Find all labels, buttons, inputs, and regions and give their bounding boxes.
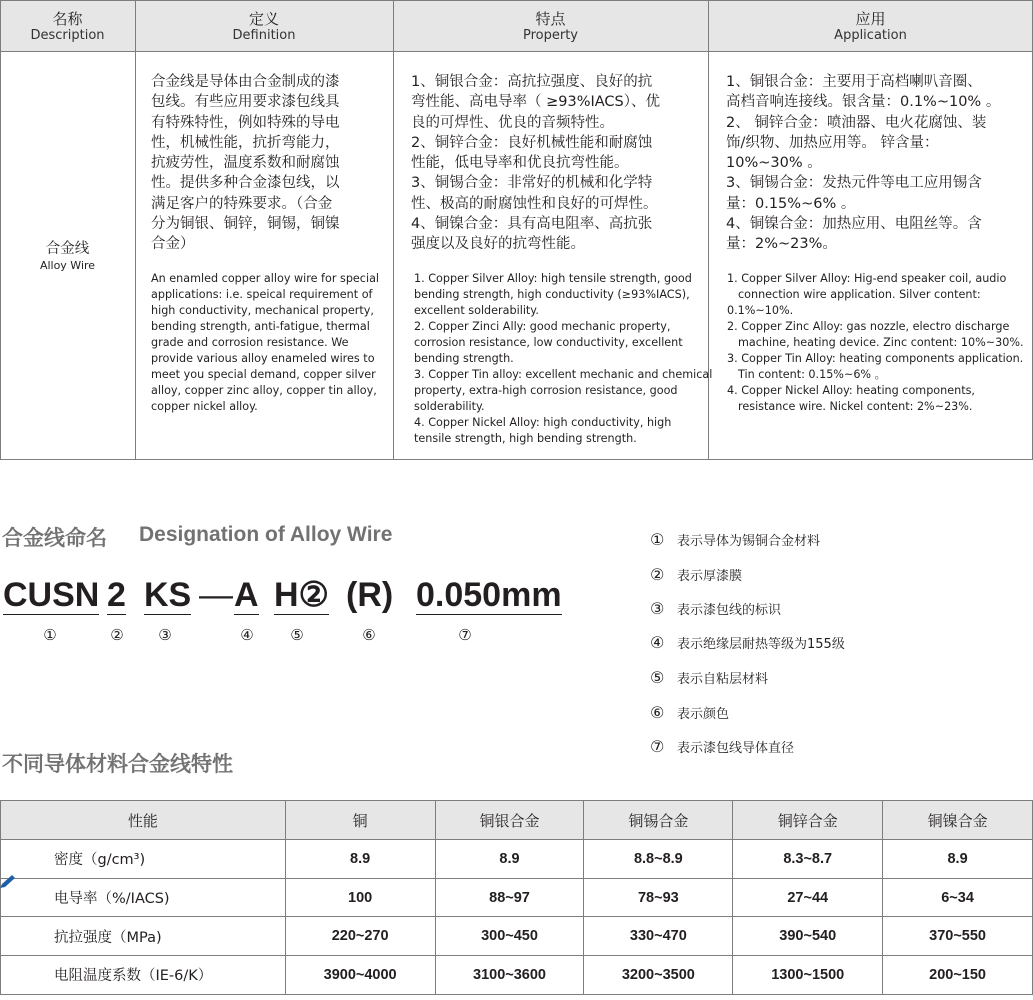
code-part-color: (R) xyxy=(346,576,394,614)
name-zh: 合金线 xyxy=(45,241,90,257)
table-cell: 8.3~8.7 xyxy=(733,840,883,879)
text-line: 1. Copper Silver Alloy: Hig-end speaker coil, audio xyxy=(727,272,1007,285)
text-line: 4、铜镍合金：加热应用、电阻丝等。含 xyxy=(726,216,982,233)
text-line: excellent solderability. xyxy=(414,304,539,317)
table-row xyxy=(1,878,1033,917)
text-line: An enamled copper alloy wire for special xyxy=(151,272,380,285)
table-cell: 8.8~8.9 xyxy=(584,840,733,879)
text-line: 良的可焊性、优良的音频特性。 xyxy=(411,114,614,131)
legend-number: ① xyxy=(650,530,665,549)
table-cell: 3200~3500 xyxy=(584,956,733,995)
text-line: 性能，低电导率和优良抗弯性能。 xyxy=(411,155,629,172)
legend-text: 表示漆包线的标识 xyxy=(677,603,782,618)
legend-number: ⑥ xyxy=(650,703,665,722)
legend-text: 表示自粘层材料 xyxy=(677,672,769,687)
header-application-en: Application xyxy=(834,28,907,43)
legend-number: ④ xyxy=(650,633,665,652)
text-line: property, extra-high corrosion resistance, good xyxy=(414,384,678,397)
code-marker-5: ⑤ xyxy=(290,626,304,644)
text-line: 1、铜银合金：高抗拉强度、良好的抗 xyxy=(411,74,653,90)
legend-item xyxy=(650,668,768,688)
text-line: 分为铜银、铜锌，铜锡，铜镍 xyxy=(151,216,340,233)
code-part-mark: KS xyxy=(144,576,192,614)
text-line: copper nickel alloy. xyxy=(151,400,258,413)
header-description-en: Description xyxy=(30,28,105,43)
text-line: 3、铜锡合金：非常好的机械和化学特 xyxy=(411,175,653,192)
pen-icon xyxy=(0,875,16,889)
legend-item xyxy=(650,703,729,723)
name-en: Alloy Wire xyxy=(39,259,96,272)
text-line: 强度以及良好的抗弯性能。 xyxy=(411,236,585,253)
row-label: 密度（g/cm³) xyxy=(1,840,286,879)
table-cell: 88~97 xyxy=(435,878,584,917)
text-line: 饰/织物、加热应用等。 锌含量： xyxy=(726,134,939,151)
alloy-wire-description-table xyxy=(0,0,1033,460)
legend-item xyxy=(650,530,820,550)
application-en xyxy=(727,271,1024,415)
code-part-film: 2 xyxy=(107,576,126,614)
designation-title-en: Designation of Alloy Wire xyxy=(139,523,393,546)
legend-number: ⑤ xyxy=(650,668,665,687)
legend-number: ⑦ xyxy=(650,737,665,756)
code-part-bond-layer: H② xyxy=(274,576,330,614)
header-property-zh: 特点 xyxy=(535,10,566,28)
text-line: bending strength. xyxy=(414,352,514,365)
code-part-material: CUSN xyxy=(3,576,100,614)
legend-text: 表示绝缘层耐热等级为155级 xyxy=(677,637,845,652)
text-line: 1、铜银合金：主要用于高档喇叭音圈、 xyxy=(726,74,982,90)
text-line: corrosion resistance, low conductivity, excellent xyxy=(414,336,683,349)
text-line: 高档音响连接线。银含量：0.1%~10% 。 xyxy=(726,94,1001,111)
text-line: 0.1%~10%. xyxy=(727,304,794,317)
table-cell: 27~44 xyxy=(733,878,883,917)
code-separator: — xyxy=(199,576,233,614)
legend-text: 表示导体为锡铜合金材料 xyxy=(677,534,821,549)
text-line: machine, heating device. Zinc content: 10%~30%. xyxy=(738,336,1024,349)
text-line: 有特殊特性，例如特殊的导电 xyxy=(151,114,340,131)
table-cell: 200~150 xyxy=(883,956,1033,995)
legend-number: ② xyxy=(650,565,665,584)
text-line: meet you special demand, copper silver xyxy=(151,368,376,381)
table-header-row xyxy=(1,801,1033,840)
text-line: Tin content: 0.15%~6% 。 xyxy=(738,368,886,381)
table-cell: 8.9 xyxy=(435,840,584,879)
code-marker-2: ② xyxy=(110,626,124,644)
table-cell: 300~450 xyxy=(435,917,584,956)
text-line: 弯性能、高电导率（ ≥93%IACS）、优 xyxy=(411,94,661,111)
table-cell: 100 xyxy=(285,878,435,917)
col-header-copper-silver: 铜银合金 xyxy=(435,801,584,840)
header-definition-zh: 定义 xyxy=(248,10,279,28)
table-cell: 390~540 xyxy=(733,917,883,956)
legend-text: 表示漆包线导体直径 xyxy=(677,741,795,756)
text-line: 4. Copper Nickel Alloy: heating components, xyxy=(727,384,975,397)
table-cell: 3900~4000 xyxy=(285,956,435,995)
col-header-copper-nickel: 铜镍合金 xyxy=(883,801,1033,840)
table-cell: 3100~3600 xyxy=(435,956,584,995)
text-line: 抗疲劳性，温度系数和耐腐蚀 xyxy=(151,155,340,172)
table-cell: 78~93 xyxy=(584,878,733,917)
table-cell: 6~34 xyxy=(883,878,1033,917)
text-line: resistance wire. Nickel content: 2%~23%. xyxy=(738,400,973,413)
text-line: 2. Copper Zinc Alloy: gas nozzle, electro discharge xyxy=(727,320,1010,333)
text-line: 合金） xyxy=(151,236,195,253)
header-description-zh: 名称 xyxy=(52,10,83,28)
text-line: 合金线是导体由合金制成的漆 xyxy=(151,74,340,90)
property-en xyxy=(414,271,712,447)
table-cell: 8.9 xyxy=(285,840,435,879)
table-row xyxy=(1,917,1033,956)
row-label: 电导率（%/IACS) xyxy=(1,878,286,917)
text-line: 满足客户的特殊要求。（合金 xyxy=(151,195,333,212)
code-part-diameter: 0.050mm xyxy=(416,576,562,614)
legend-item xyxy=(650,599,781,619)
code-marker-3: ③ xyxy=(158,626,172,644)
text-line: applications: i.e. speical requirement of xyxy=(151,288,373,301)
table-cell: 1300~1500 xyxy=(733,956,883,995)
text-line: bending strength, anti-fatigue, thermal xyxy=(151,320,370,333)
header-definition-en: Definition xyxy=(232,28,296,43)
legend-item xyxy=(650,737,794,757)
col-header-copper-zinc: 铜锌合金 xyxy=(733,801,883,840)
text-line: provide various alloy enameled wires to xyxy=(151,352,375,365)
code-marker-6: ⑥ xyxy=(362,626,376,644)
definition-zh xyxy=(151,72,340,255)
text-line: tensile strength, high bending strength. xyxy=(414,432,637,445)
text-line: 4. Copper Nickel Alloy: high conductivity, high xyxy=(414,416,672,429)
col-header-property: 性能 xyxy=(1,801,286,840)
table-cell: 8.9 xyxy=(883,840,1033,879)
col-header-copper-tin: 铜锡合金 xyxy=(584,801,733,840)
legend-text: 表示颜色 xyxy=(677,707,730,722)
text-line: 性，机械性能，抗折弯能力， xyxy=(151,134,340,151)
text-line: 3. Copper Tin alloy: excellent mechanic and chemical xyxy=(414,368,713,381)
legend-text: 表示厚漆膜 xyxy=(677,569,743,584)
text-line: solderability. xyxy=(414,400,485,413)
table-row xyxy=(1,840,1033,879)
text-line: grade and corrosion resistance. We xyxy=(151,336,349,349)
header-property-en: Property xyxy=(522,28,578,43)
col-header-copper: 铜 xyxy=(285,801,435,840)
legend-item xyxy=(650,565,742,585)
properties-title: 不同导体材料合金线特性 xyxy=(2,752,233,776)
alloy-properties-table xyxy=(0,800,1033,995)
text-line: 10%~30% 。 xyxy=(726,155,822,172)
text-line: high conductivity, mechanical property, xyxy=(151,304,374,317)
text-line: 2、 铜锌合金：喷油器、电火花腐蚀、装 xyxy=(726,114,987,131)
table-cell: 370~550 xyxy=(883,917,1033,956)
text-line: alloy, copper zinc alloy, copper tin alloy, xyxy=(151,384,377,397)
text-line: bending strength, high conductivity (≥93%IACS), xyxy=(414,288,690,301)
text-line: 2、铜锌合金：良好机械性能和耐腐蚀 xyxy=(411,134,653,151)
text-line: 3. Copper Tin Alloy: heating components application. xyxy=(727,352,1024,365)
row-label: 电阻温度系数（IE-6/K） xyxy=(1,956,286,995)
property-zh xyxy=(411,72,660,255)
application-zh xyxy=(726,72,1000,255)
table-cell: 330~470 xyxy=(584,917,733,956)
designation-title-zh: 合金线命名 xyxy=(2,526,107,550)
text-line: connection wire application. Silver content: xyxy=(738,288,981,301)
text-line: 4、铜镍合金：具有高电阻率、高抗张 xyxy=(411,216,653,233)
text-line: 3、铜锡合金：发热元件等电工应用锡含 xyxy=(726,175,982,192)
column-divider xyxy=(393,0,394,460)
text-line: 量：0.15%~6% 。 xyxy=(726,195,856,212)
row-label: 抗拉强度（MPa) xyxy=(1,917,286,956)
text-line: 性。提供多种合金漆包线，以 xyxy=(151,175,340,192)
table-row xyxy=(1,956,1033,995)
table-cell: 220~270 xyxy=(285,917,435,956)
definition-en xyxy=(151,271,379,415)
legend-number: ③ xyxy=(650,599,665,618)
text-line: 1. Copper Silver Alloy: high tensile strength, good xyxy=(414,272,692,285)
text-line: 性、极高的耐腐蚀性和良好的可焊性。 xyxy=(411,195,658,212)
code-part-thermal-class: A xyxy=(234,576,259,614)
code-marker-7: ⑦ xyxy=(458,626,472,644)
code-marker-1: ① xyxy=(43,626,57,644)
text-line: 量：2%~23%。 xyxy=(726,236,837,253)
legend-item xyxy=(650,633,845,653)
column-divider xyxy=(135,0,136,460)
code-marker-4: ④ xyxy=(240,626,254,644)
text-line: 包线。有些应用要求漆包线具 xyxy=(151,94,340,111)
text-line: 2. Copper Zinci Ally: good mechanic property, xyxy=(414,320,671,333)
header-application-zh: 应用 xyxy=(855,10,886,28)
